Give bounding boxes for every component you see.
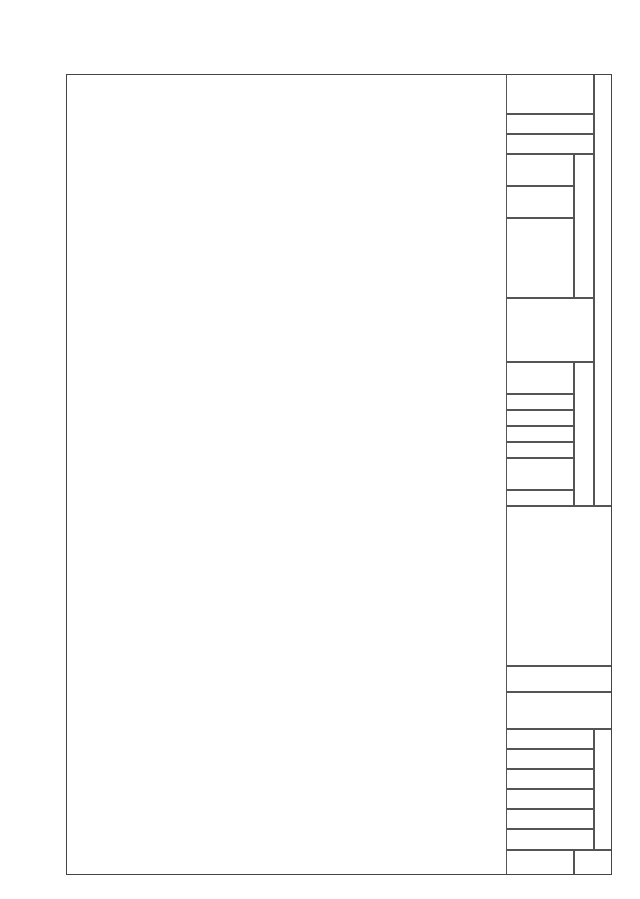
- year-2026-header: [506, 829, 594, 850]
- kcsr-header: [574, 154, 594, 298]
- sign-header: [506, 490, 574, 506]
- event-num-header: [506, 458, 574, 490]
- vr-col-header: [506, 298, 594, 362]
- years-group-header: [594, 729, 612, 850]
- year-2024-header: [506, 789, 594, 809]
- fact-col-header: [506, 692, 612, 729]
- subsection-header: [506, 134, 594, 154]
- year-2022-header: [506, 749, 594, 769]
- year-2023-header: [506, 769, 594, 789]
- event-header: [506, 442, 574, 458]
- section-header: [506, 114, 594, 134]
- kbk-group-header: [594, 74, 612, 506]
- direction-col-header: [506, 218, 574, 298]
- goal-col-header: [506, 362, 574, 394]
- program-table: [66, 74, 612, 875]
- name-col-header: [506, 506, 612, 666]
- extra-code-header: [574, 362, 594, 506]
- year-2021-header: [506, 729, 594, 749]
- task-subprogram-header: [506, 426, 574, 442]
- column-number-row: [494, 74, 506, 875]
- year-2025-header: [506, 809, 594, 829]
- target-value-header: [506, 850, 574, 875]
- program-col-header: [506, 154, 574, 186]
- admin-code-header: [506, 74, 594, 114]
- subprogram-col-header: [506, 186, 574, 218]
- target-group-header: [574, 850, 612, 875]
- subprogram-code-header: [506, 394, 574, 410]
- unit-col-header: [506, 666, 612, 692]
- task-program-header: [506, 410, 574, 426]
